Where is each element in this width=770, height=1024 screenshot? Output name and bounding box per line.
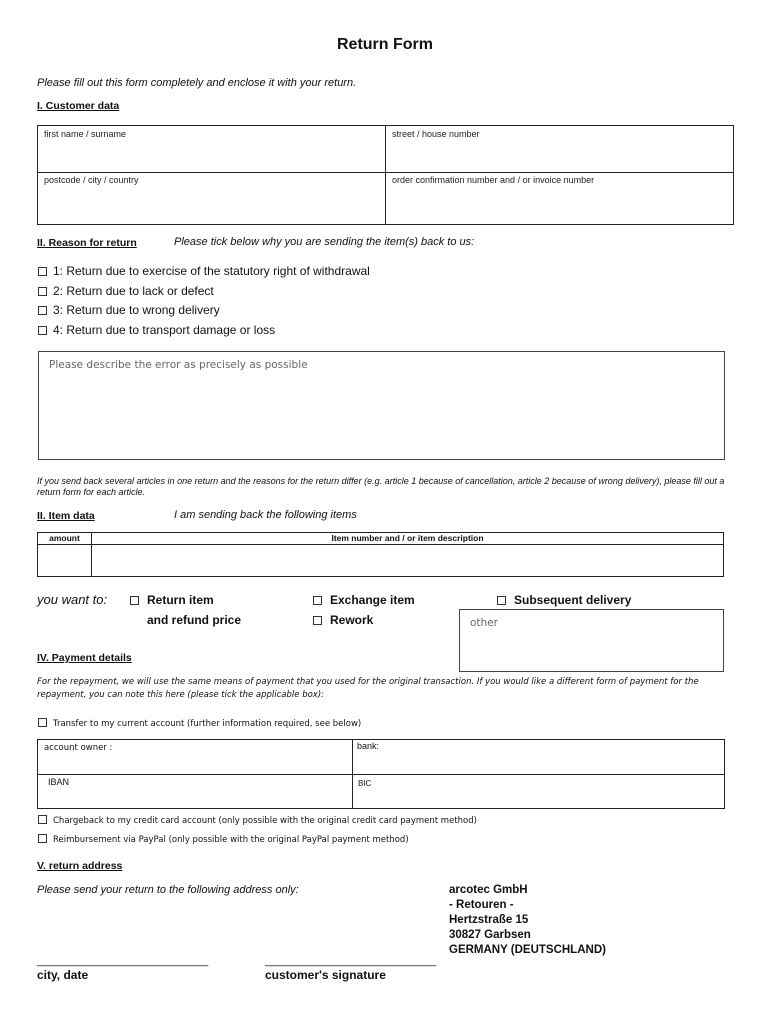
street-field[interactable]: street / house number	[392, 129, 480, 139]
address-line: - Retouren -	[449, 899, 514, 911]
rework-label: Rework	[330, 613, 374, 627]
reason-option-label: 2: Return due to lack or defect	[53, 284, 214, 298]
bank-divider-h	[38, 774, 724, 775]
checkbox-icon[interactable]	[38, 718, 47, 727]
name-field[interactable]: first name / surname	[44, 129, 127, 139]
order-number-field[interactable]: order confirmation number and / or invoice number	[392, 175, 595, 185]
col-amount: amount	[49, 533, 80, 543]
refund-label: and refund price	[147, 613, 242, 627]
exchange-item-label: Exchange item	[330, 593, 415, 607]
subsequent-delivery-label: Subsequent delivery	[514, 593, 632, 607]
address-prompt: Please send your return to the following address only:	[37, 884, 299, 896]
checkbox-icon[interactable]	[38, 287, 47, 296]
account-owner-field[interactable]: account owner :	[44, 743, 113, 753]
iban-field[interactable]: IBAN	[48, 777, 70, 787]
address-line: GERMANY (DEUTSCHLAND)	[449, 944, 606, 956]
amount-field[interactable]	[39, 545, 91, 576]
bank-field[interactable]: bank:	[357, 741, 380, 751]
error-description-field[interactable]	[38, 351, 725, 460]
checkbox-icon[interactable]	[38, 306, 47, 315]
address-line: Hertzstraße 15	[449, 914, 529, 926]
customer-heading: I. Customer data	[37, 100, 120, 112]
chargeback-label: Chargeback to my credit card account (only possible with the original credit card payment method)	[53, 816, 477, 826]
payment-text: For the repayment, we will use the same means of payment that you used for the original transaction. If you would like a different form of payment for the repayment, you can note this here (please tick the applicable box):	[37, 677, 699, 700]
want-label: you want to:	[37, 592, 108, 607]
transfer-option[interactable]	[38, 718, 361, 729]
paypal-label: Reimbursement via PayPal (only possible with the original PayPal payment method)	[53, 835, 409, 845]
checkbox-icon[interactable]	[313, 596, 322, 605]
checkbox-icon[interactable]	[38, 815, 47, 824]
customer-table	[37, 125, 734, 225]
error-description-placeholder: Please describe the error as precisely as possible	[49, 359, 308, 371]
reason-option-1[interactable]	[38, 264, 370, 278]
items-prompt: I am sending back the following items	[174, 509, 357, 521]
address-line: arcotec GmbH	[449, 884, 528, 896]
reason-heading: II. Reason for return	[37, 237, 137, 249]
reason-option-label: 3: Return due to wrong delivery	[53, 303, 220, 317]
checkbox-icon[interactable]	[497, 596, 506, 605]
checkbox-icon[interactable]	[130, 596, 139, 605]
items-heading: II. Item data	[37, 510, 95, 522]
paypal-option[interactable]	[38, 834, 409, 845]
reason-prompt: Please tick below why you are sending the item(s) back to us:	[174, 236, 475, 248]
other-placeholder: other	[470, 617, 498, 629]
return-item-label: Return item	[147, 593, 214, 607]
checkbox-icon[interactable]	[38, 267, 47, 276]
city-date-line[interactable]: ____________________________	[37, 955, 209, 967]
reason-note: If you send back several articles in one return and the reasons for the return differ (e.g. article 1 because of cancellation, article 2 because of wrong delivery), please fill out a return form for each article.	[37, 476, 725, 497]
reason-option-label: 4: Return due to transport damage or loss	[53, 323, 276, 337]
item-description-field[interactable]	[93, 545, 722, 576]
reason-option-3[interactable]	[38, 303, 220, 317]
reason-option-2[interactable]	[38, 284, 214, 298]
checkbox-icon[interactable]	[313, 616, 322, 625]
items-table	[37, 532, 724, 577]
exchange-item-option[interactable]	[313, 593, 415, 607]
other-field[interactable]	[459, 609, 724, 672]
col-description: Item number and / or item description	[331, 533, 484, 543]
customer-signature-label: customer's signature	[265, 968, 386, 982]
rework-option[interactable]	[313, 613, 373, 627]
bank-table	[37, 739, 725, 809]
chargeback-option[interactable]	[38, 815, 477, 826]
page-title: Return Form	[337, 36, 433, 53]
return-address	[449, 883, 606, 958]
payment-heading: IV. Payment details	[37, 652, 132, 664]
city-date-label: city, date	[37, 968, 89, 982]
reason-option-label: 1: Return due to exercise of the statutory right of withdrawal	[53, 264, 370, 278]
checkbox-icon[interactable]	[38, 834, 47, 843]
postcode-field[interactable]: postcode / city / country	[44, 175, 139, 185]
subsequent-delivery-option[interactable]	[497, 593, 631, 607]
bic-field[interactable]: BIC	[358, 779, 372, 788]
customer-divider-h	[38, 172, 733, 173]
address-heading: V. return address	[37, 860, 123, 872]
customer-divider-v	[385, 126, 386, 224]
address-line: 30827 Garbsen	[449, 929, 531, 941]
checkbox-icon[interactable]	[38, 326, 47, 335]
transfer-label: Transfer to my current account (further information required, see below)	[53, 719, 362, 729]
reason-option-4[interactable]	[38, 323, 275, 337]
return-item-option[interactable]	[130, 593, 214, 607]
signature-line[interactable]: ____________________________	[265, 955, 437, 967]
intro-text: Please fill out this form completely and enclose it with your return.	[37, 77, 357, 89]
